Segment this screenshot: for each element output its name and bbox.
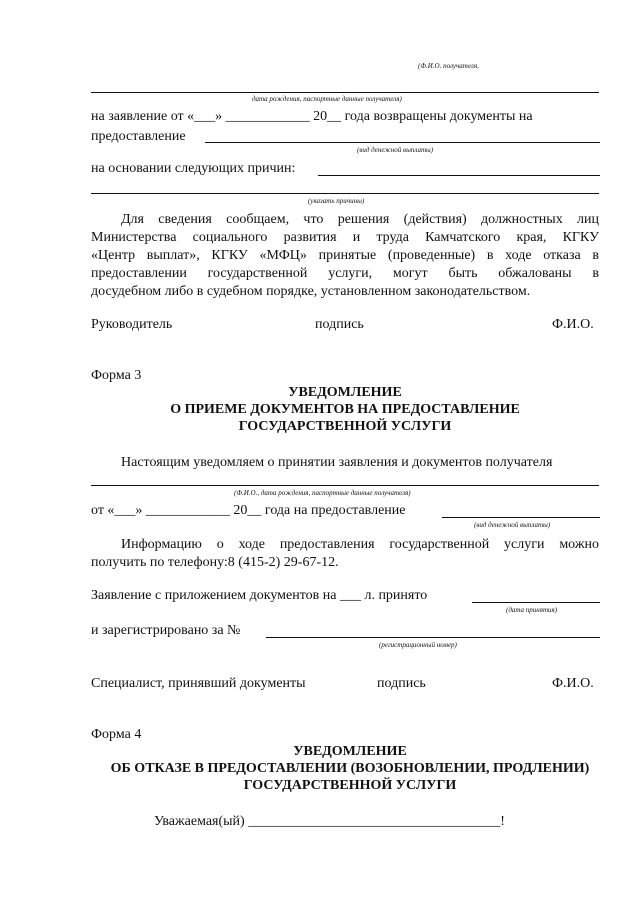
recipient-caption: (Ф.И.О. получателя, xyxy=(418,62,479,70)
form4-title-2: ОБ ОТКАЗЕ В ПРЕДОСТАВЛЕНИИ (ВОЗОБНОВЛЕНИИ, ПРОДЛЕНИИ) xyxy=(110,761,590,776)
appeal-info-line-5: досудебном либо в судебном порядке, установленном законодательством. xyxy=(91,284,531,299)
form3-payment-caption: (вид денежной выплаты) xyxy=(474,521,551,529)
form3-attachment-line xyxy=(91,587,427,605)
attachment-prefix: Заявление с приложением документов на xyxy=(91,588,337,603)
accept-date-line xyxy=(472,602,600,603)
application-prefix: на заявление от « xyxy=(91,109,195,124)
application-line xyxy=(91,108,533,126)
payment-caption: (вид денежной выплаты) xyxy=(357,146,434,154)
form4-title-3: ГОСУДАРСТВЕННОЙ УСЛУГИ xyxy=(243,778,457,793)
specialist-fio-label: Ф.И.О. xyxy=(552,676,594,691)
form3-notice-text: Настоящим уведомляем о принятии заявления и документов получателя xyxy=(121,455,553,470)
form3-date-line: от «___» ____________ 20__ года на предоставление xyxy=(91,503,406,518)
attachment-suffix: л. принято xyxy=(364,588,428,603)
registered-label: и зарегистрировано за № xyxy=(91,623,241,638)
birth-caption: дата рождения, паспортные данные получателя) xyxy=(252,95,402,103)
application-day-blank: ___ xyxy=(194,109,216,124)
head-signature-label: подпись xyxy=(315,317,364,332)
head-label: Руководитель xyxy=(91,317,173,332)
form3-recipient-line xyxy=(91,485,599,486)
form3-info-line-2: получить по телефону:8 (415-2) 29-67-12. xyxy=(91,555,339,570)
attachment-pages-blank: ___ xyxy=(339,588,361,603)
reg-caption: (регистрационный номер) xyxy=(379,641,457,649)
appeal-info-paragraph xyxy=(91,211,599,301)
recipient-line xyxy=(91,92,599,93)
reasons-line xyxy=(318,175,600,176)
form3-title-2: О ПРИЕМЕ ДОКУМЕНТОВ НА ПРЕДОСТАВЛЕНИЕ xyxy=(170,402,520,417)
reg-number-line xyxy=(266,637,600,638)
form3-title-3: ГОСУДАРСТВЕННОЙ УСЛУГИ xyxy=(238,419,452,434)
accept-date-caption: (дата принятия) xyxy=(506,606,558,614)
reasons-label: на основании следующих причин: xyxy=(91,161,296,176)
form4-title-1: УВЕДОМЛЕНИЕ xyxy=(293,744,407,759)
head-fio-label: Ф.И.О. xyxy=(552,317,594,332)
form3-title-1: УВЕДОМЛЕНИЕ xyxy=(288,385,402,400)
provision-line xyxy=(205,142,600,143)
form3-info-paragraph xyxy=(91,536,599,572)
reasons-caption: (указать причины) xyxy=(308,197,365,205)
form4-label: Форма 4 xyxy=(91,727,142,742)
form3-label: Форма 3 xyxy=(91,368,142,383)
form3-payment-line xyxy=(442,517,600,518)
appeal-info-line-1: Для сведения сообщаем, что решения (действия) должностных лиц xyxy=(121,212,599,227)
appeal-info-line-4: предоставлении государственной услуги, могут быть обжалованы в xyxy=(91,266,599,281)
form3-recipient-caption: (Ф.И.О., дата рождения, паспортные данные получателя) xyxy=(234,489,411,497)
provision-label: предоставление xyxy=(91,129,186,144)
application-mid: » ____________ 20__ года возвращены документы на xyxy=(215,109,533,124)
appeal-info-line-3: «Центр выплат», КГКУ «МФЦ» принятые (проведенные) в ходе отказа в xyxy=(91,248,599,263)
reasons-line-2 xyxy=(91,193,599,194)
specialist-label: Специалист, принявший документы xyxy=(91,676,306,691)
appeal-info-line-2: Министерства социального развития и труда Камчатского края, КГКУ xyxy=(91,230,599,245)
form3-info-line-1: Информацию о ходе предоставления государственной услуги можно xyxy=(121,537,599,552)
form4-greeting: Уважаемая(ый) ____________________________________! xyxy=(154,814,505,829)
specialist-signature-label: подпись xyxy=(377,676,426,691)
